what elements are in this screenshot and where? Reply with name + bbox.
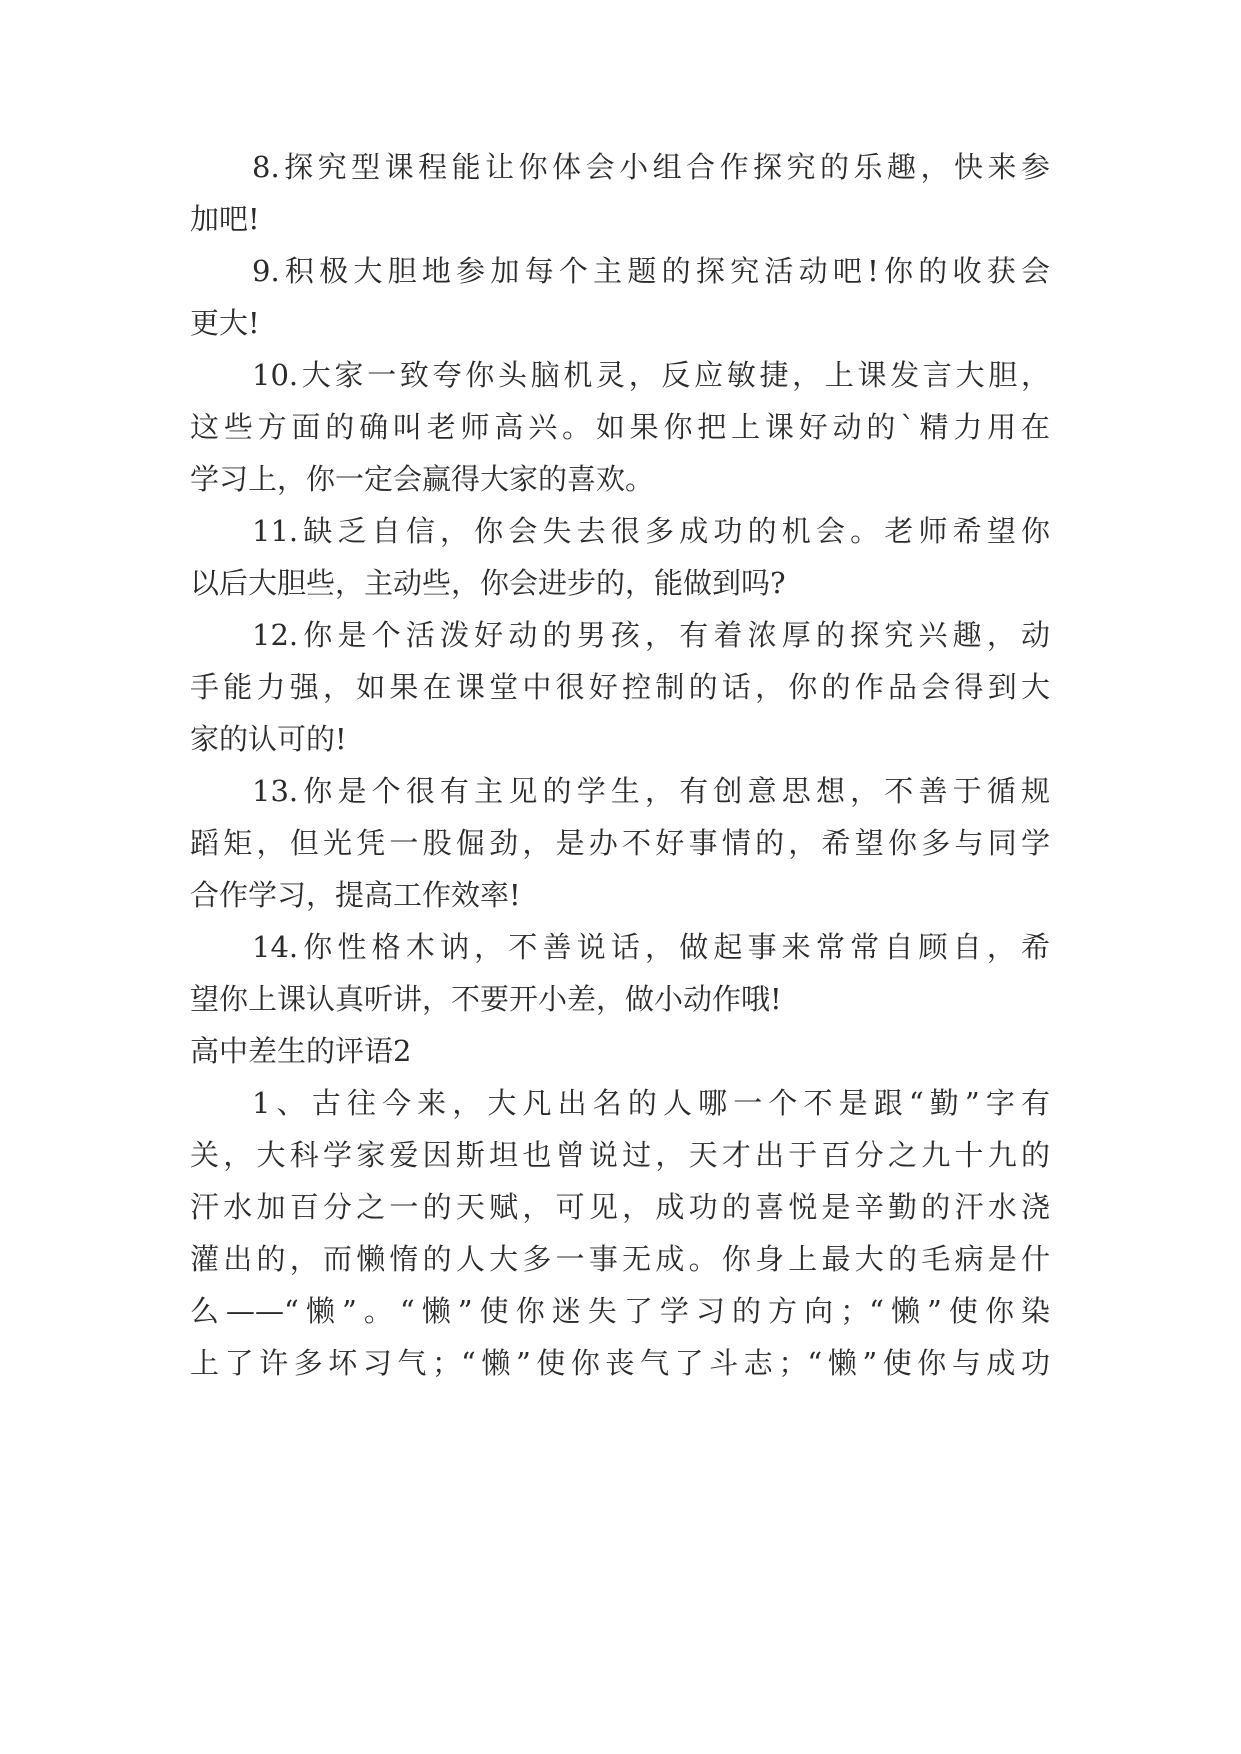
paragraph-line: 12.你是个活泼好动的男孩，有着浓厚的探究兴趣，动 bbox=[252, 618, 1050, 652]
comment-item-1 bbox=[190, 1077, 1050, 1389]
comment-item-12 bbox=[190, 609, 1050, 765]
paragraph-line: 家的认可的! bbox=[190, 722, 347, 756]
paragraph-line: 14.你性格木讷，不善说话，做起事来常常自顾自，希 bbox=[252, 930, 1050, 964]
paragraph-line: 汗水加百分之一的天赋，可见，成功的喜悦是辛勤的汗水浇 bbox=[190, 1190, 1050, 1224]
paragraph-line: 上了许多坏习气；“懒”使你丧气了斗志；“懒”使你与成功 bbox=[190, 1346, 1050, 1380]
paragraph-line: 加吧! bbox=[190, 202, 260, 236]
paragraph-line: 1、古往今来，大凡出名的人哪一个不是跟“勤”字有 bbox=[252, 1086, 1050, 1120]
paragraph-line: 手能力强，如果在课堂中很好控制的话，你的作品会得到大 bbox=[190, 670, 1050, 704]
paragraph-line: 么——“懒”。“懒”使你迷失了学习的方向；“懒”使你染 bbox=[190, 1294, 1050, 1328]
paragraph-line: 学习上，你一定会赢得大家的喜欢。 bbox=[190, 462, 655, 496]
paragraph-line: 关，大科学家爱因斯坦也曾说过，天才出于百分之九十九的 bbox=[190, 1138, 1050, 1172]
paragraph-line: 10.大家一致夸你头脑机灵，反应敏捷，上课发言大胆， bbox=[252, 358, 1050, 392]
document-page bbox=[190, 141, 1050, 1389]
paragraph-line: 更大! bbox=[190, 306, 260, 340]
paragraph-line: 这些方面的确叫老师高兴。如果你把上课好动的`精力用在 bbox=[190, 410, 1050, 444]
paragraph-line: 蹈矩，但光凭一股倔劲，是办不好事情的，希望你多与同学 bbox=[190, 826, 1050, 860]
paragraph-line: 以后大胆些，主动些，你会进步的，能做到吗? bbox=[190, 566, 786, 600]
comment-item-13 bbox=[190, 765, 1050, 921]
paragraph-line: 合作学习，提高工作效率! bbox=[190, 878, 521, 912]
paragraph-line: 11.缺乏自信，你会失去很多成功的机会。老师希望你 bbox=[252, 514, 1050, 548]
paragraph-line: 灌出的，而懒惰的人大多一事无成。你身上最大的毛病是什 bbox=[190, 1242, 1050, 1276]
paragraph-line: 8.探究型课程能让你体会小组合作探究的乐趣，快来参 bbox=[252, 150, 1050, 184]
paragraph-line: 13.你是个很有主见的学生，有创意思想，不善于循规 bbox=[252, 774, 1050, 808]
comment-item-11 bbox=[190, 505, 1050, 609]
paragraph-line: 望你上课认真听讲，不要开小差，做小动作哦! bbox=[190, 982, 782, 1016]
section-heading: 高中差生的评语2 bbox=[190, 1034, 412, 1068]
paragraph-line: 9.积极大胆地参加每个主题的探究活动吧!你的收获会 bbox=[252, 254, 1050, 288]
comment-item-9 bbox=[190, 245, 1050, 349]
comment-item-14 bbox=[190, 921, 1050, 1025]
comment-item-10 bbox=[190, 349, 1050, 505]
comment-item-8 bbox=[190, 141, 1050, 245]
